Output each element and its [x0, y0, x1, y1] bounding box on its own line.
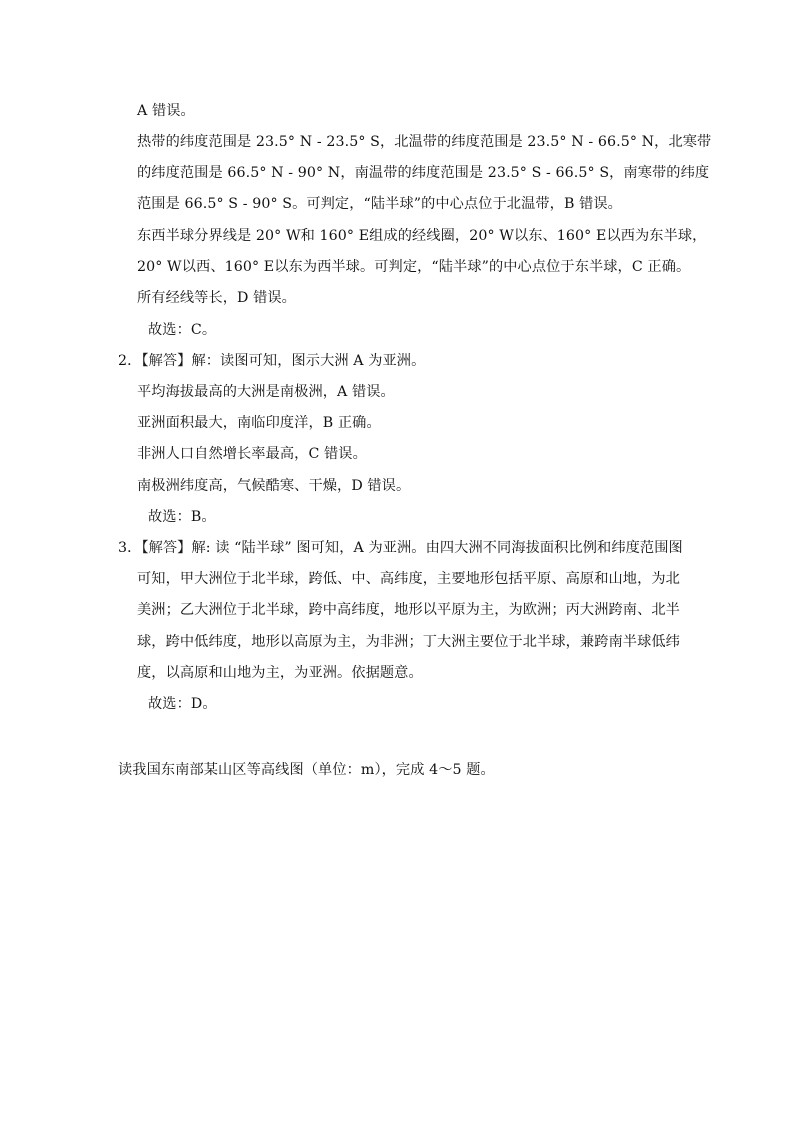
q3-line-1: 解: 读 “陆半球” 图可知，A 为亚洲。由四大洲不同海拔面积比例和纬度范围图: [191, 540, 683, 556]
q2-answer: 故选：B。: [148, 509, 216, 525]
q2-number: 2．: [118, 353, 142, 369]
next-question-intro: 读我国东南部某山区等高线图（单位：m），完成 4～5 题。: [118, 762, 495, 778]
q2-line-4: 非洲人口自然增长率最高，C 错误。: [137, 446, 367, 462]
q2-answer-tag: 【解答】: [141, 353, 192, 369]
q1-line-7: 所有经线等长，D 错误。: [137, 290, 296, 306]
q1-line-4: 范围是 66.5° S - 90° S。可判定，“陆半球”的中心点位于北温带，B 错误。: [137, 196, 622, 212]
q3-header: [118, 538, 683, 558]
q1-line-3: 的纬度范围是 66.5° N - 90° N，南温带的纬度范围是 23.5° S - 66.5° S，南寒带的纬度: [137, 165, 710, 181]
q3-line-5: 度，以高原和山地为主，为亚洲。依据题意。: [137, 665, 423, 681]
q3-line-2: 可知，甲大洲位于北半球，跨低、中、高纬度，主要地形包括平原、高原和山地，为北: [137, 571, 680, 587]
q2-line-2: 平均海拔最高的大洲是南极洲，A 错误。: [137, 384, 395, 400]
q3-answer-tag: 【解答】: [141, 540, 192, 556]
q2-line-5: 南极洲纬度高，气候酷寒、干燥，D 错误。: [137, 478, 411, 494]
q2-line-1: 解：读图可知，图示大洲 A 为亚洲。: [191, 353, 426, 369]
q1-line-1: A 错误。: [137, 103, 195, 119]
q3-answer: 故选：D。: [148, 696, 217, 712]
q2-header: [118, 351, 425, 371]
q3-number: 3．: [118, 540, 142, 556]
q3-line-4: 球，跨中低纬度，地形以高原为主，为非洲；丁大洲主要位于北半球，兼跨南半球低纬: [137, 634, 680, 650]
q1-line-6: 20° W以西、160° E以东为西半球。可判定，“陆半球”的中心点位于东半球，C 正确。: [137, 259, 691, 275]
q3-line-3: 美洲；乙大洲位于北半球，跨中高纬度，地形以平原为主，为欧洲；丙大洲跨南、北半: [137, 602, 680, 618]
q1-line-5: 东西半球分界线是 20° W和 160° E组成的经线圈，20° W以东、160° E以西为东半球，: [137, 228, 707, 244]
q1-answer: 故选：C。: [148, 322, 217, 338]
q2-line-3: 亚洲面积最大，南临印度洋，B 正确。: [137, 415, 381, 431]
q1-line-2: 热带的纬度范围是 23.5° N - 23.5° S，北温带的纬度范围是 23.5° N - 66.5° N，北寒带: [137, 134, 712, 150]
